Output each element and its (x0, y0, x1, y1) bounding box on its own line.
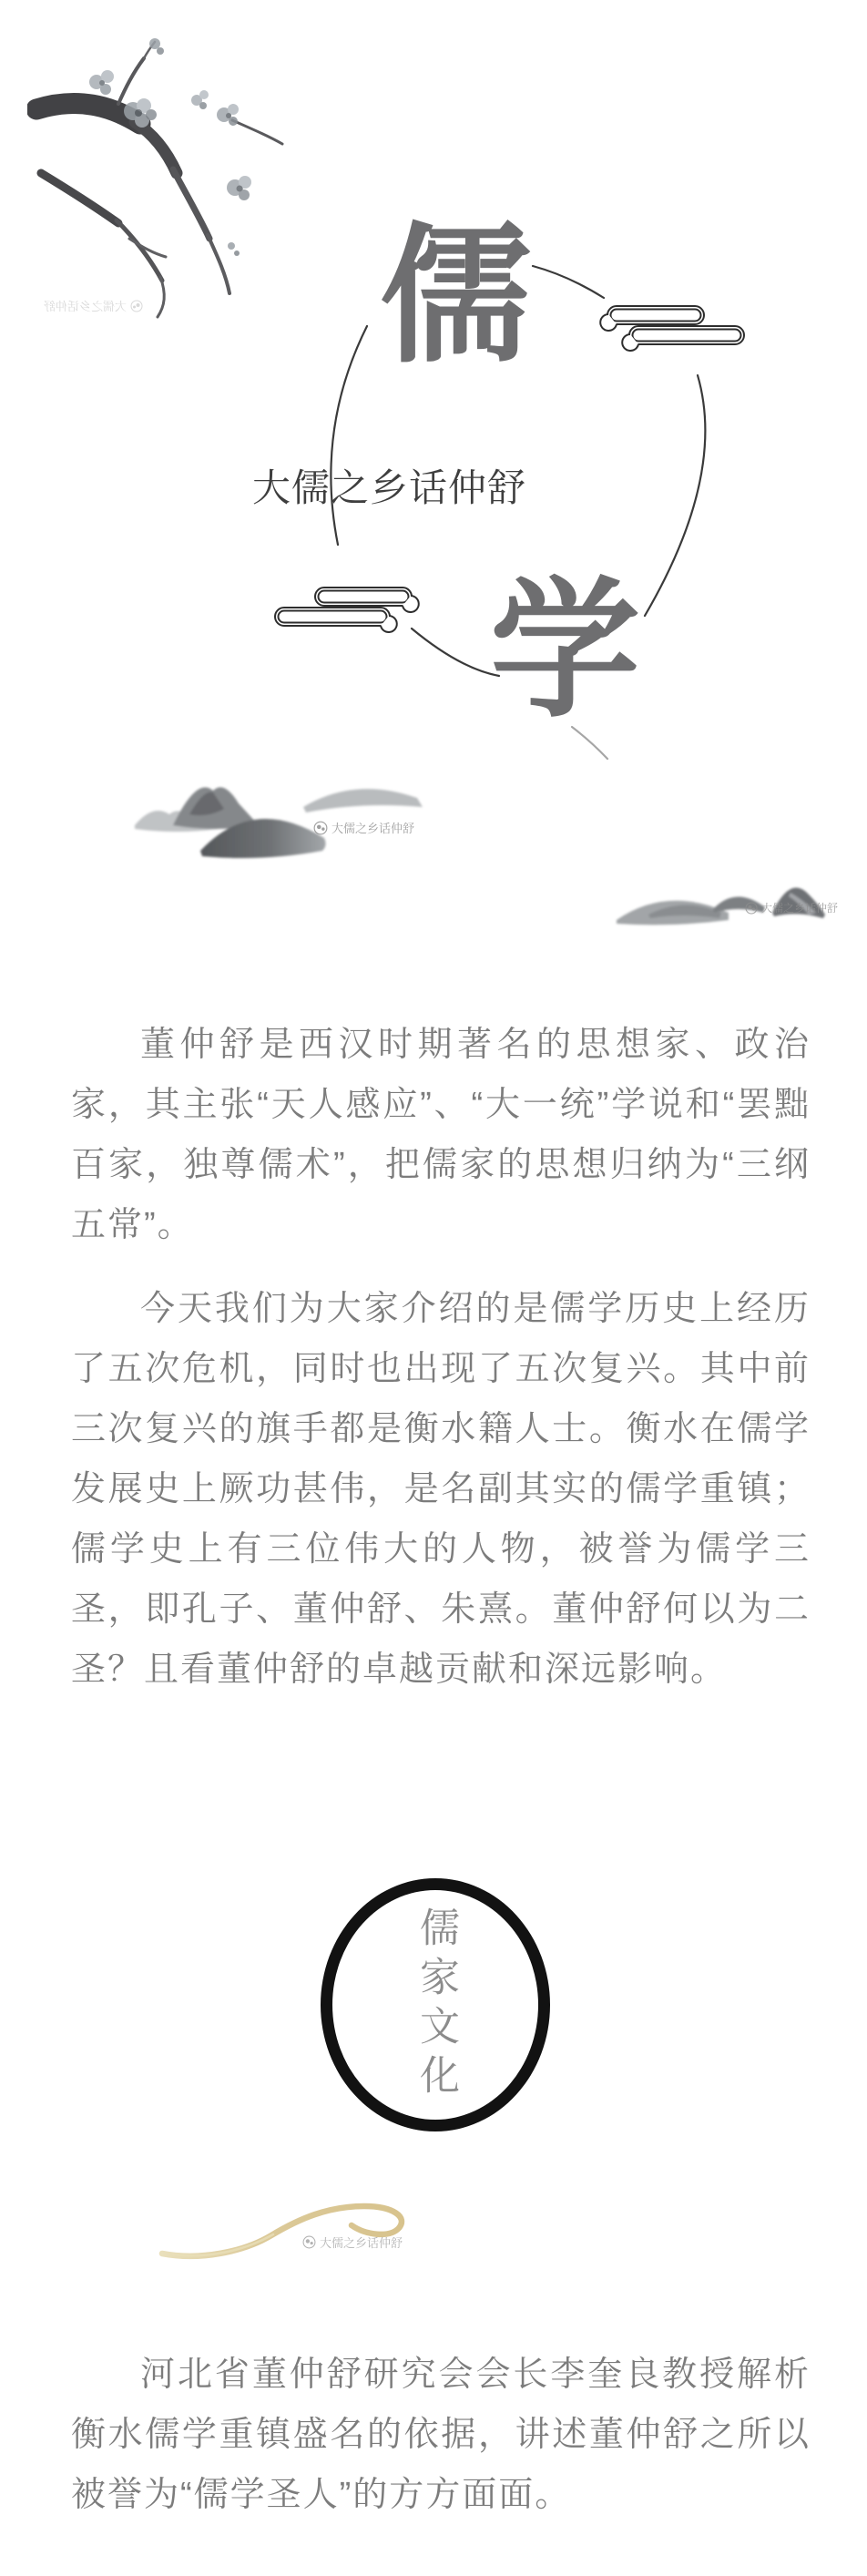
watermark-logo-icon (745, 902, 758, 915)
watermark-logo-icon (302, 2235, 316, 2249)
watermark-label: 大儒之乡话仲舒 (44, 300, 128, 313)
watermark-left-mountains (313, 819, 414, 836)
watermark-swoosh (302, 2234, 403, 2251)
big-character-ru: 儒 (381, 212, 531, 380)
article-paragraph-1: 董仲舒是西汉时期著名的思想家、政治家，其主张“天人感应”、“大一统”学说和“罢黜百家，独尊儒术”，把儒家的思想归纳为“三纲五常”。 (71, 1026, 811, 1244)
seal-vertical-text: 儒家文化 (413, 1906, 458, 2103)
mountains-left-art (117, 751, 437, 871)
big-character-xue: 学 (490, 567, 640, 734)
watermark-label: 大儒之乡话仲舒 (320, 2236, 403, 2250)
article-paragraph-2: 今天我们为大家介绍的是儒学历史上经历了五次危机，同时也出现了五次复兴。其中前三次复兴的旗手都是衡水籍人士。衡水在儒学发展史上厥功甚伟，是名副其实的儒学重镇；儒学史上有三位伟大的人物，被誉为儒学三圣，即孔子、董仲舒、朱熹。董仲舒何以为二圣？且看董仲舒的卓越贡献和深远影响。 (71, 1290, 811, 1689)
watermark-label: 大儒之乡话仲舒 (332, 822, 415, 835)
seal-circle (321, 1878, 550, 2131)
watermark-logo-icon (313, 821, 328, 835)
watermark-right-mountains (745, 900, 838, 915)
cloud-motif-left-icon (262, 584, 424, 637)
watermark-label: 大儒之乡话仲舒 (761, 902, 839, 915)
page-title: 大儒之乡话仲舒 (252, 466, 527, 509)
gold-swoosh-art (146, 2193, 419, 2271)
circle-arc-decoration (0, 0, 867, 820)
cloud-motif-right-icon (595, 302, 757, 355)
article-paragraph-3: 河北省董仲舒研究会会长李奎良教授解析衡水儒学重镇盛名的依据，讲述董仲舒之所以被誉为“儒学圣人”的方方面面。 (71, 2356, 811, 2514)
